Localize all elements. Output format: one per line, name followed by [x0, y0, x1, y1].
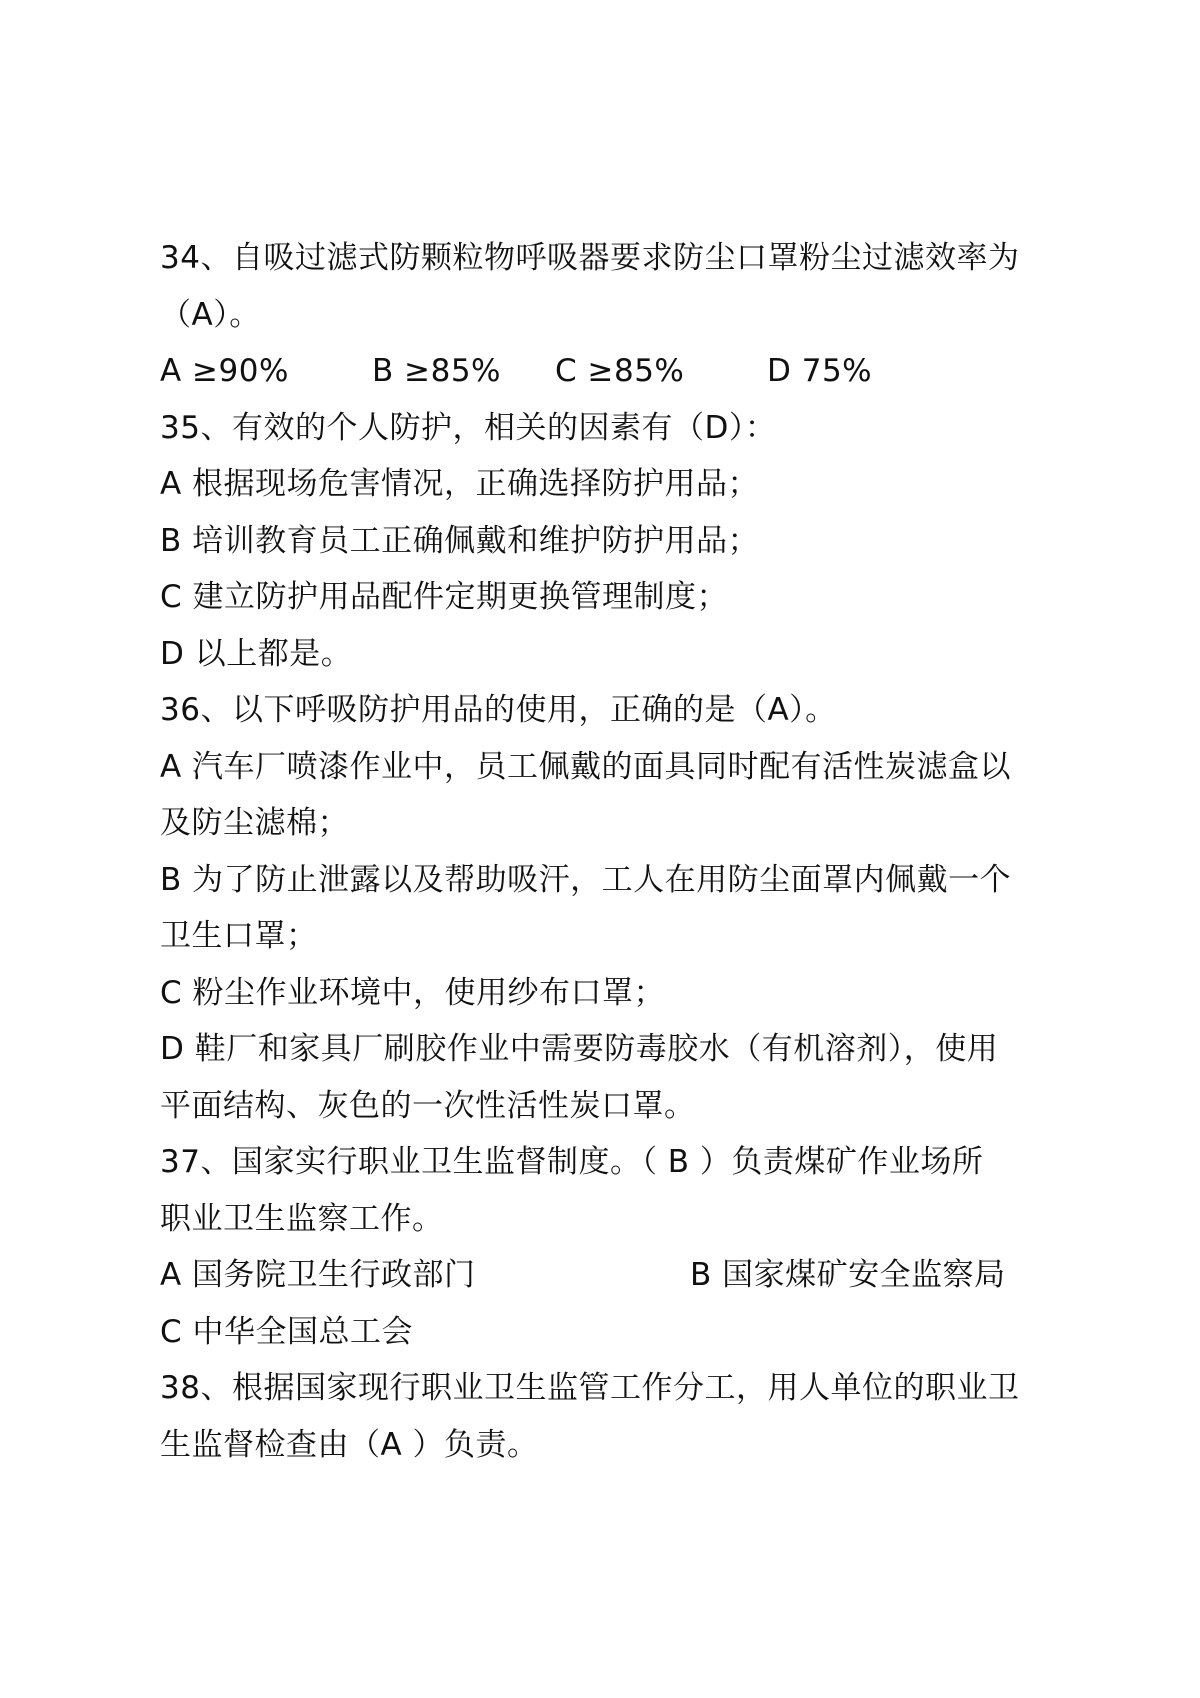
question-list: [160, 230, 1060, 1473]
q34-option-d: D 75%: [767, 353, 873, 389]
q36-option-b-line2: 卫生口罩；: [160, 918, 318, 954]
q37-option-b: B 国家煤矿安全监察局: [690, 1257, 1006, 1293]
q38-stem-line2: 生监督检查由（A ）负责。: [160, 1426, 539, 1463]
q36-stem: 36、以下呼吸防护用品的使用，正确的是（A）。: [160, 692, 837, 728]
q37-option-c: C 中华全国总工会: [160, 1313, 413, 1350]
q36-option-a-line1: A 汽车厂喷漆作业中，员工佩戴的面具同时配有活性炭滤盒以: [160, 748, 1012, 785]
q35-option-b: B 培训教育员工正确佩戴和维护防护用品；: [160, 522, 760, 559]
q35-option-d: D 以上都是。: [160, 635, 353, 672]
q37-stem-line1: 37、国家实行职业卫生监督制度。（ B ）负责煤矿作业场所: [160, 1144, 984, 1180]
q36-option-d-line1: D 鞋厂和家具厂刷胶作业中需要防毒胶水（有机溶剂），使用: [160, 1031, 999, 1067]
q35-stem: 35、有效的个人防护，相关的因素有（D）：: [160, 409, 777, 446]
q34-option-a: A ≥90%: [160, 353, 289, 389]
q37-stem-line2: 职业卫生监察工作。: [160, 1200, 444, 1237]
q34-stem-line2: （A）。: [160, 296, 261, 333]
q34-option-c: C ≥85%: [555, 353, 685, 389]
q36-option-b-line1: B 为了防止泄露以及帮助吸汗，工人在用防尘面罩内佩戴一个: [160, 861, 1012, 898]
q37-option-a: A 国务院卫生行政部门: [160, 1257, 476, 1293]
q38-stem-line1: 38、根据国家现行职业卫生监管工作分工，用人单位的职业卫: [160, 1370, 1020, 1406]
q36-option-a-line2: 及防尘滤棉；: [160, 805, 349, 841]
q37-options-row: [160, 1247, 1060, 1304]
q35-option-c: C 建立防护用品配件定期更换管理制度；: [160, 579, 728, 615]
q35-option-a: A 根据现场危害情况，正确选择防护用品；: [160, 466, 760, 502]
q34-option-b: B ≥85%: [372, 353, 501, 389]
q34-options: [160, 343, 1060, 400]
q36-option-c: C 粉尘作业环境中，使用纱布口罩；: [160, 974, 665, 1011]
q34-stem-line1: 34、自吸过滤式防颗粒物呼吸器要求防尘口罩粉尘过滤效率为: [160, 240, 1020, 276]
q36-option-d-line2: 平面结构、灰色的一次性活性炭口罩。: [160, 1087, 696, 1124]
